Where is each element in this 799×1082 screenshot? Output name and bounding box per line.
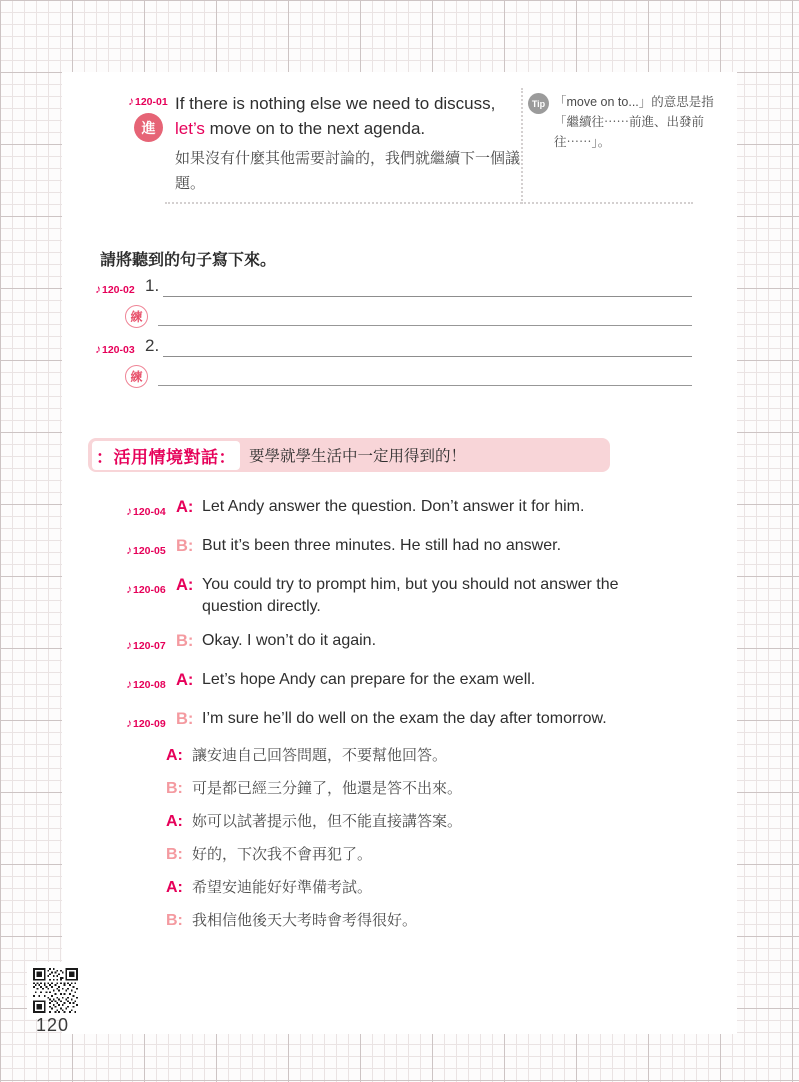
content-card [62,72,737,1034]
track-number: 120-02 [102,284,135,296]
dialog-text: I’m sure he’ll do well on the exam the day after tomorrow. [202,710,607,727]
answer-line [163,336,692,357]
speaker-label: A: [166,813,183,830]
audio-track-label: ♪120-08 [126,677,166,691]
speaker-label: B: [166,912,183,929]
speaker-label: A: [176,576,194,594]
dialog-line [126,535,722,562]
section-subtitle: 要學就學生活中一定用得到的！ [249,448,467,465]
speaker-label: B: [166,780,183,797]
practice-badge: 練 [125,305,148,328]
translation-block [166,744,462,942]
translation-text: 可是都已經三分鐘了，他還是答不出來。 [192,780,463,797]
dictation-item [145,276,692,297]
section-title: ：活用情境對話： [92,441,240,470]
example-english-line2: move on to the next agenda. [204,119,426,138]
answer-line [158,305,692,326]
audio-track-label: ♪120-05 [126,543,166,557]
level-badge-jin: 進 [134,113,163,142]
dialog-line [126,708,722,735]
music-note-icon: ♪ [126,638,132,652]
translation-line [166,744,462,767]
dictation-item [145,336,692,357]
highlighted-phrase: let’s [175,119,205,138]
music-note-icon: ♪ [95,282,101,296]
tip-divider-vertical [521,88,523,204]
dialog-line [126,630,722,657]
translation-text: 我相信他後天大考時會考得很好。 [192,912,418,929]
dialog-text: Let’s hope Andy can prepare for the exam well. [202,671,536,688]
translation-text: 好的，下次我不會再犯了。 [192,846,373,863]
translation-line [166,876,462,899]
speaker-label: B: [176,537,194,555]
translation-line [166,909,462,932]
example-english [175,91,525,141]
translation-text: 希望安迪能好好準備考試。 [192,879,373,896]
tip-icon: Tip [528,93,549,114]
example-english-line1: If there is nothing else we need to discuss, [175,94,496,113]
track-number: 120-01 [135,96,168,108]
item-number: 1. [145,276,160,295]
dialog-line [126,574,722,618]
answer-line [163,276,692,297]
item-number: 2. [145,336,160,355]
audio-track-label [95,282,135,296]
audio-track-label: ♪120-09 [126,716,166,730]
tip-text: 「move on to...」的意思是指「繼續往⋯⋯前進、出發前往⋯⋯」。 [554,95,714,149]
audio-track-label: ♪120-07 [126,638,166,652]
audio-track-label [95,342,135,356]
music-note-icon: ♪ [126,677,132,691]
translation-text: 讓安迪自己回答問題，不要幫他回答。 [192,747,448,764]
speaker-label: B: [176,632,194,650]
dictation-instruction: 請將聽到的句子寫下來。 [100,252,277,269]
speaker-label: A: [166,747,183,764]
music-note-icon: ♪ [128,94,134,108]
dialog-text: Let Andy answer the question. Don’t answer it for him. [202,498,585,515]
section-header [88,438,610,472]
music-note-icon: ♪ [126,716,132,730]
translation-line [166,777,462,800]
dialog-line [126,669,722,696]
translation-line [166,810,462,833]
answer-line [158,365,692,386]
audio-track-label [128,94,168,108]
music-note-icon: ♪ [95,342,101,356]
speaker-label: B: [176,710,194,728]
music-note-icon: ♪ [126,582,132,596]
speaker-label: A: [176,671,194,689]
music-note-icon: ♪ [126,543,132,557]
dialog-text: But it’s been three minutes. He still had no answer. [202,537,562,554]
music-note-icon: ♪ [126,504,132,518]
dialog-line [126,496,722,523]
audio-track-label: ♪120-04 [126,504,166,518]
dialog-text: You could try to prompt him, but you should not answer the question directly. [202,576,619,615]
dialog-text: Okay. I won’t do it again. [202,632,377,649]
qr-code [27,962,84,1019]
practice-badge: 練 [125,365,148,388]
dialog-block [126,496,722,747]
page-number: 120 [36,1015,70,1035]
track-number: 120-03 [102,344,135,356]
speaker-label: B: [166,846,183,863]
speaker-label: A: [166,879,183,896]
translation-text: 妳可以試著提示他，但不能直接講答案。 [192,813,463,830]
example-chinese: 如果沒有什麼其他需要討論的，我們就繼續下一個議題。 [175,150,521,192]
audio-track-label: ♪120-06 [126,582,166,596]
section-divider-dotted [165,202,693,204]
speaker-label: A: [176,498,194,516]
translation-line [166,843,462,866]
